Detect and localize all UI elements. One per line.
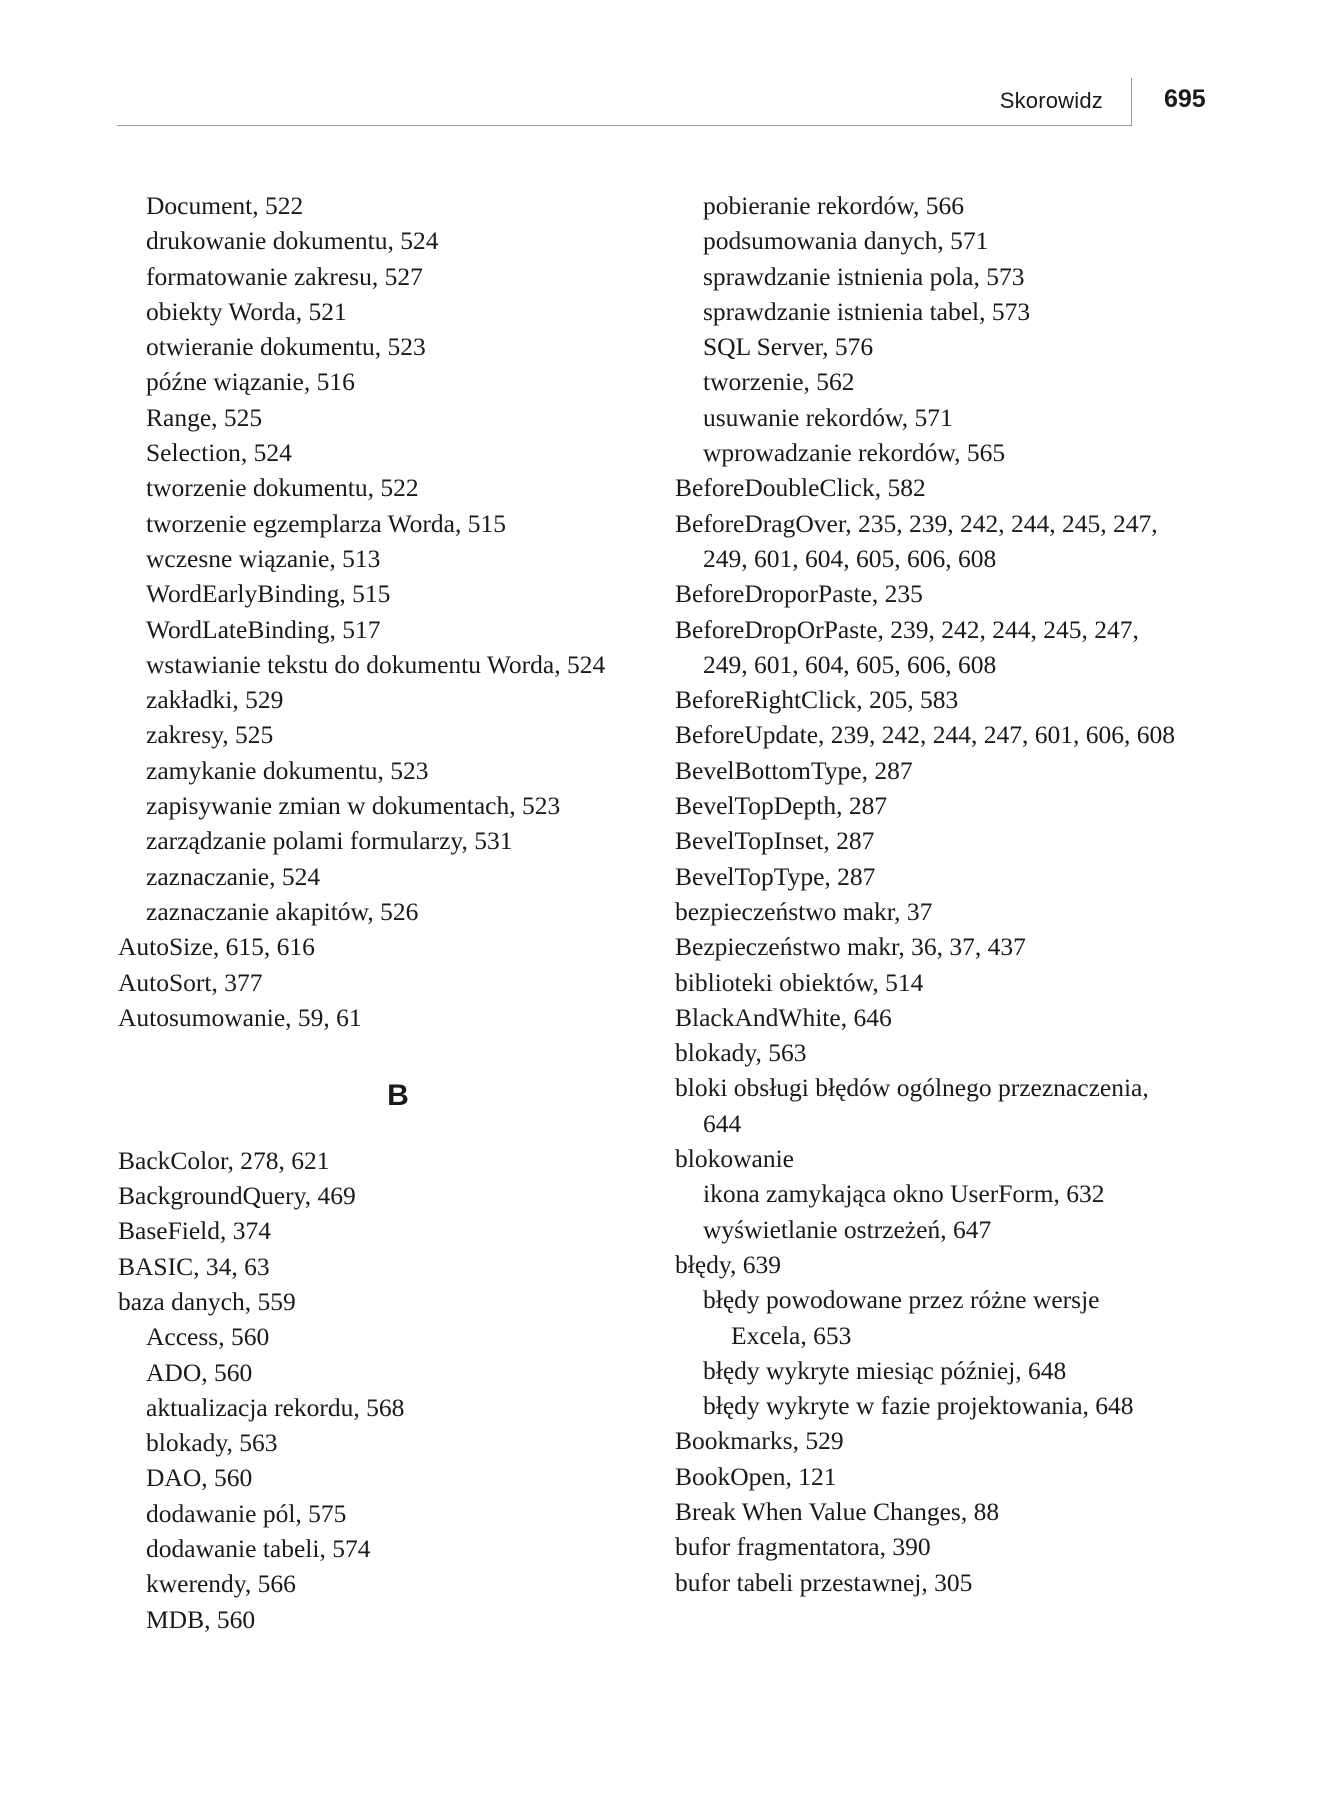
index-subentry: wyświetlanie ostrzeżeń, 647 xyxy=(703,1214,992,1244)
index-entry: błędy, 639 xyxy=(675,1249,781,1279)
index-entries-group xyxy=(675,188,1215,1600)
running-header xyxy=(117,78,1206,126)
index-subentry: pobieranie rekordów, 566 xyxy=(703,191,965,220)
page-number: 695 xyxy=(1164,85,1206,113)
index-subentry: błędy powodowane przez różne wersje xyxy=(703,1285,1100,1315)
index-entry: BevelTopType, 287 xyxy=(675,861,876,891)
index-subentry: Access, 560 xyxy=(146,1322,270,1352)
index-subentry: dodawanie tabeli, 574 xyxy=(146,1533,371,1563)
index-entry: bloki obsługi błędów ogólnego przeznaczenia, xyxy=(675,1073,1149,1103)
index-entries-group xyxy=(118,1143,678,1637)
index-subentry: drukowanie dokumentu, 524 xyxy=(146,226,439,256)
index-entry: Autosumowanie, 59, 61 xyxy=(118,1002,362,1032)
index-subentry: ikona zamykająca okno UserForm, 632 xyxy=(703,1179,1105,1209)
index-entry: BevelTopDepth, 287 xyxy=(675,791,888,821)
index-entry: AutoSort, 377 xyxy=(118,967,263,997)
index-subentry: 249, 601, 604, 605, 606, 608 xyxy=(703,543,997,573)
index-subentry: WordLateBinding, 517 xyxy=(146,614,381,644)
index-entry: BeforeUpdate, 239, 242, 244, 247, 601, 606, 608 xyxy=(675,720,1176,750)
index-subentry: WordEarlyBinding, 515 xyxy=(146,579,391,609)
index-subentry: kwerendy, 566 xyxy=(146,1569,296,1599)
index-entry: blokady, 563 xyxy=(675,1038,807,1068)
index-subentry: blokady, 563 xyxy=(146,1428,278,1458)
index-subentry: wczesne wiązanie, 513 xyxy=(146,543,381,573)
index-subentry: zapisywanie zmian w dokumentach, 523 xyxy=(146,791,561,821)
index-subentry: błędy wykryte w fazie projektowania, 648 xyxy=(703,1391,1134,1421)
index-subentry: zarządzanie polami formularzy, 531 xyxy=(146,826,513,856)
index-subentry: błędy wykryte miesiąc później, 648 xyxy=(703,1355,1067,1385)
index-subentry: tworzenie dokumentu, 522 xyxy=(146,473,419,503)
index-subentry: obiekty Worda, 521 xyxy=(146,296,347,326)
index-subentry: sprawdzanie istnienia tabel, 573 xyxy=(703,296,1031,326)
index-entry: Bookmarks, 529 xyxy=(675,1426,844,1456)
index-entry: bufor tabeli przestawnej, 305 xyxy=(675,1567,973,1597)
header-divider xyxy=(1131,78,1132,126)
index-subentry: zaznaczanie akapitów, 526 xyxy=(146,896,419,926)
index-subentry: 644 xyxy=(703,1108,742,1138)
index-entry: baza danych, 559 xyxy=(118,1286,296,1316)
index-subentry: zakresy, 525 xyxy=(146,720,274,750)
index-column-left xyxy=(118,188,678,1637)
index-subentry: sprawdzanie istnienia pola, 573 xyxy=(703,261,1025,291)
index-entry: bufor fragmentatora, 390 xyxy=(675,1532,931,1562)
index-subentry: dodawanie pól, 575 xyxy=(146,1498,347,1528)
index-subentry: 249, 601, 604, 605, 606, 608 xyxy=(703,649,997,679)
index-subentry: wprowadzanie rekordów, 565 xyxy=(703,438,1006,468)
index-subentry: Document, 522 xyxy=(146,191,304,220)
index-subentry: późne wiązanie, 516 xyxy=(146,367,355,397)
section-title: Skorowidz xyxy=(999,88,1103,113)
index-entry: Bezpieczeństwo makr, 36, 37, 437 xyxy=(675,932,1026,962)
index-entry: BevelBottomType, 287 xyxy=(675,755,913,785)
index-subentry: DAO, 560 xyxy=(146,1463,253,1493)
index-entry: bezpieczeństwo makr, 37 xyxy=(675,896,933,926)
index-subentry: zaznaczanie, 524 xyxy=(146,861,321,891)
index-subentry: usuwanie rekordów, 571 xyxy=(703,402,953,432)
index-entry: BookOpen, 121 xyxy=(675,1461,837,1491)
index-column-right xyxy=(675,188,1215,1600)
section-letter: B xyxy=(387,1079,409,1113)
index-subentry: Range, 525 xyxy=(146,402,263,432)
index-subentry: tworzenie egzemplarza Worda, 515 xyxy=(146,508,506,538)
index-entry: AutoSize, 615, 616 xyxy=(118,932,315,962)
index-subentry: aktualizacja rekordu, 568 xyxy=(146,1392,405,1422)
index-subentry: SQL Server, 576 xyxy=(703,332,874,362)
index-entry: BlackAndWhite, 646 xyxy=(675,1002,892,1032)
index-subentry: zakładki, 529 xyxy=(146,685,284,715)
index-entry: BackColor, 278, 621 xyxy=(118,1145,330,1175)
index-entries-group xyxy=(118,188,678,1035)
index-entry: BeforeRightClick, 205, 583 xyxy=(675,685,959,715)
index-subentry: Selection, 524 xyxy=(146,438,292,468)
index-entry: BevelTopInset, 287 xyxy=(675,826,875,856)
index-entry: blokowanie xyxy=(675,1144,794,1174)
index-subentry: MDB, 560 xyxy=(146,1604,256,1634)
index-entry: BaseField, 374 xyxy=(118,1216,271,1246)
index-entry: BackgroundQuery, 469 xyxy=(118,1181,356,1211)
header-rule xyxy=(117,125,1132,126)
index-entry: BeforeDragOver, 235, 239, 242, 244, 245, 247, xyxy=(675,508,1158,538)
index-entry: BeforeDroporPaste, 235 xyxy=(675,579,923,609)
index-entry: BASIC, 34, 63 xyxy=(118,1251,270,1281)
index-subentry: Excela, 653 xyxy=(731,1320,852,1350)
index-subentry: formatowanie zakresu, 527 xyxy=(146,261,423,291)
index-entry: Break When Value Changes, 88 xyxy=(675,1496,1000,1526)
index-entry: BeforeDoubleClick, 582 xyxy=(675,473,926,503)
index-subentry: ADO, 560 xyxy=(146,1357,253,1387)
index-entry: BeforeDropOrPaste, 239, 242, 244, 245, 247, xyxy=(675,614,1139,644)
index-subentry: zamykanie dokumentu, 523 xyxy=(146,755,429,785)
index-entry: biblioteki obiektów, 514 xyxy=(675,967,924,997)
index-subentry: tworzenie, 562 xyxy=(703,367,855,397)
index-subentry: wstawianie tekstu do dokumentu Worda, 524 xyxy=(146,649,606,679)
index-subentry: otwieranie dokumentu, 523 xyxy=(146,332,426,362)
index-subentry: podsumowania danych, 571 xyxy=(703,226,989,256)
